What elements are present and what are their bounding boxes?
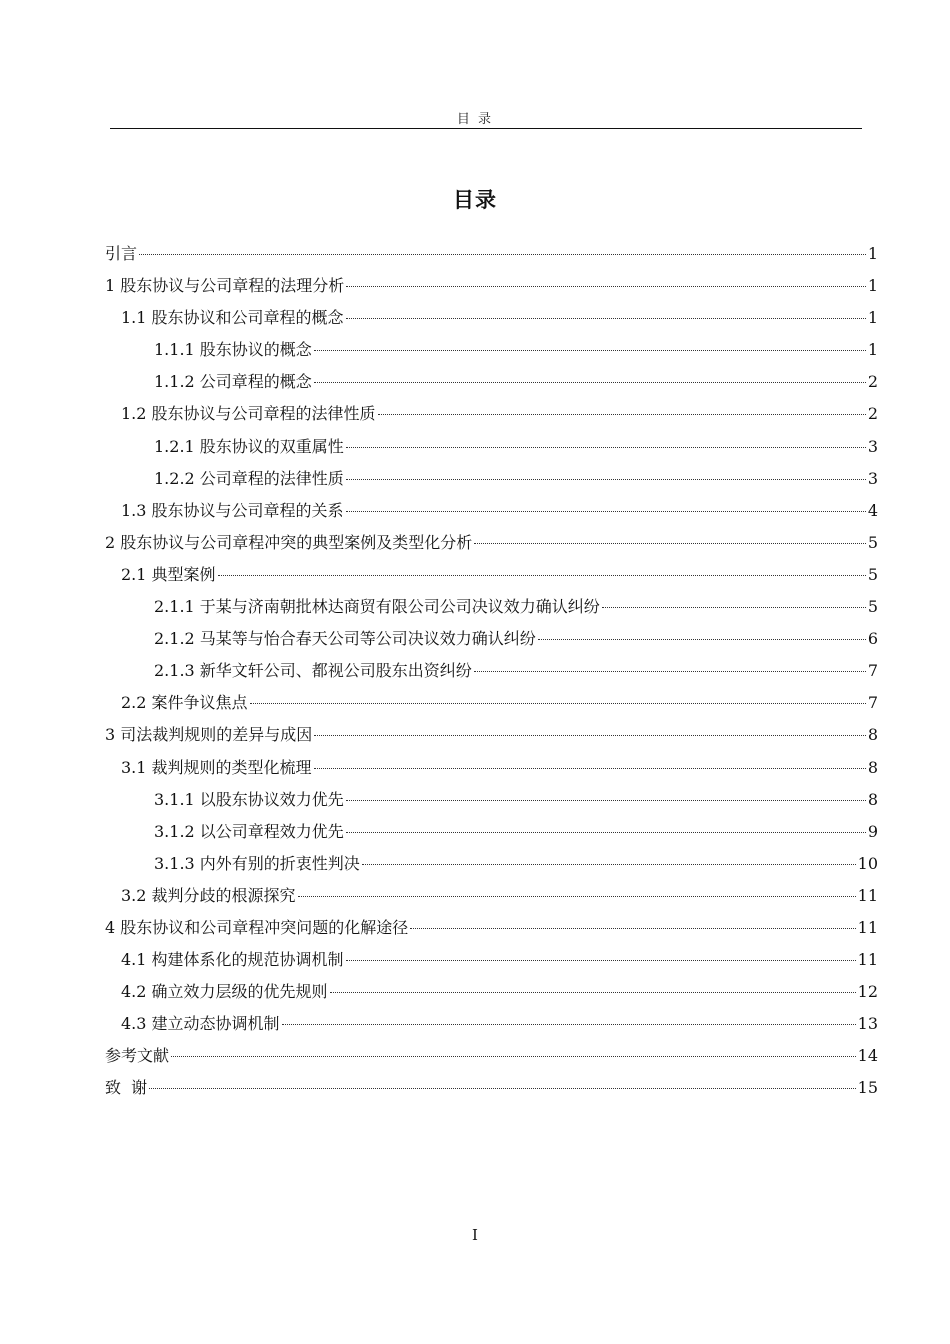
toc-entry-label: 4.1 构建体系化的规范协调机制 [121,950,344,970]
toc-entry[interactable] [105,976,878,1008]
toc-entry[interactable] [105,495,878,527]
toc-entry-page: 2 [867,404,878,424]
toc-entry-page: 8 [867,725,878,745]
toc-entry-label: 2.1.2 马某等与怡合春天公司等公司决议效力确认纠纷 [154,629,536,649]
toc-entry[interactable] [105,944,878,976]
toc-entry-page: 6 [867,629,878,649]
toc-entry-label: 2.1.3 新华文轩公司、都视公司股东出资纠纷 [154,661,472,681]
toc-entry[interactable] [105,334,878,366]
toc-entry[interactable] [105,1008,878,1040]
toc-entry[interactable] [105,1072,878,1104]
toc-entry-label: 参考文献 [105,1046,170,1066]
toc-leader [346,318,866,319]
toc-entry-page: 11 [857,885,878,905]
toc-entry-page: 4 [867,500,878,520]
toc-leader [346,479,866,480]
toc-entry-label: 2.2 案件争议焦点 [121,693,248,713]
page-number: I [472,1226,478,1244]
toc-entry-page: 9 [867,821,878,841]
toc-leader [346,447,866,448]
toc-entry-page: 1 [867,244,878,263]
toc-entry-label: 2.1 典型案例 [121,564,216,584]
toc-entry[interactable] [105,527,878,559]
toc-entry-label: 4 股东协议和公司章程冲突问题的化解途径 [105,917,409,937]
toc-entry-page: 1 [867,308,878,328]
toc-entry-page: 11 [857,950,878,970]
toc-entry[interactable] [105,559,878,591]
toc-entry-page: 3 [867,468,878,488]
toc-leader [378,414,866,415]
toc-entry[interactable] [105,687,878,719]
toc-leader [218,575,866,576]
toc-entry[interactable] [105,912,878,944]
toc-leader [314,382,866,383]
toc-entry[interactable] [105,238,878,270]
toc-entry-page: 13 [857,1014,878,1034]
toc-entry-page: 2 [867,372,878,392]
toc-entry[interactable] [105,302,878,334]
toc-entry[interactable] [105,366,878,398]
toc-entry[interactable] [105,270,878,302]
toc-entry[interactable] [105,848,878,880]
toc-leader [171,1056,856,1057]
toc-entry-label: 3.1.2 以公司章程效力优先 [154,821,344,841]
toc-leader [346,960,856,961]
toc-entry-page: 3 [867,436,878,456]
toc-entry-label: 2 股东协议与公司章程冲突的典型案例及类型化分析 [105,532,473,552]
toc-entry-label: 引言 [105,244,138,263]
toc-entry-label: 4.3 建立动态协调机制 [121,1014,280,1034]
toc-entry[interactable] [105,623,878,655]
toc-entry[interactable] [105,784,878,816]
toc-leader [314,768,866,769]
toc-leader [250,703,866,704]
toc-leader [314,735,866,736]
toc-entry-page: 14 [857,1046,878,1066]
toc-leader [410,928,855,929]
toc-entry-page: 1 [867,276,878,296]
toc-entry[interactable] [105,719,878,751]
toc-entry-page: 10 [857,853,878,873]
toc-entry-label: 1.2.1 股东协议的双重属性 [154,436,344,456]
toc-entry-label: 1.1.2 公司章程的概念 [154,372,312,392]
toc-entry-label: 1.2 股东协议与公司章程的法律性质 [121,404,376,424]
toc-entry[interactable] [105,880,878,912]
toc-entry-label: 2.1.1 于某与济南朝批林达商贸有限公司公司决议效力确认纠纷 [154,597,600,617]
toc-leader [602,607,866,608]
toc-leader [314,350,866,351]
toc-entry-page: 5 [867,532,878,552]
toc-entry[interactable] [105,752,878,784]
toc-leader [346,832,866,833]
toc-entry-label: 3 司法裁判规则的差异与成因 [105,725,313,745]
toc-entry-label: 3.1 裁判规则的类型化梳理 [121,757,312,777]
toc-leader [474,543,866,544]
toc-entry-page: 11 [857,917,878,937]
toc-leader [282,1024,856,1025]
toc-leader [346,800,866,801]
toc-leader [538,639,866,640]
toc-entry[interactable] [105,431,878,463]
toc-entry[interactable] [105,398,878,430]
toc-entry[interactable] [105,816,878,848]
running-header: 目 录 [456,112,494,127]
toc-entry[interactable] [105,591,878,623]
toc-leader [330,992,856,993]
page-title: 目录 [453,188,497,212]
toc-entry-page: 12 [857,982,878,1002]
toc-entry[interactable] [105,655,878,687]
toc-entry-label: 1.1.1 股东协议的概念 [154,340,312,360]
toc-entry-page: 7 [867,661,878,681]
toc-entry-page: 15 [857,1078,878,1098]
toc-leader [149,1088,855,1089]
toc-entry-label: 1.3 股东协议与公司章程的关系 [121,500,344,520]
toc-leader [362,864,856,865]
toc-leader [346,511,866,512]
toc-leader [298,896,856,897]
toc-entry-page: 5 [867,564,878,584]
toc-entry-label: 4.2 确立效力层级的优先规则 [121,982,328,1002]
toc-entry-label: 3.1.3 内外有别的折衷性判决 [154,853,360,873]
toc-entry-label: 1.2.2 公司章程的法律性质 [154,468,344,488]
toc-entry[interactable] [105,463,878,495]
toc-entry[interactable] [105,1040,878,1072]
table-of-contents [105,238,878,1105]
toc-entry-label: 致 谢 [105,1078,148,1098]
toc-entry-label: 1 股东协议与公司章程的法理分析 [105,276,345,296]
toc-leader [346,286,866,287]
toc-entry-label: 3.1.1 以股东协议效力优先 [154,789,344,809]
toc-entry-page: 5 [867,597,878,617]
toc-entry-label: 3.2 裁判分歧的根源探究 [121,885,296,905]
toc-entry-label: 1.1 股东协议和公司章程的概念 [121,308,344,328]
toc-entry-page: 7 [867,693,878,713]
toc-leader [139,254,866,255]
toc-entry-page: 1 [867,340,878,360]
toc-leader [474,671,866,672]
toc-entry-page: 8 [867,757,878,777]
toc-entry-page: 8 [867,789,878,809]
header-rule [110,128,862,129]
